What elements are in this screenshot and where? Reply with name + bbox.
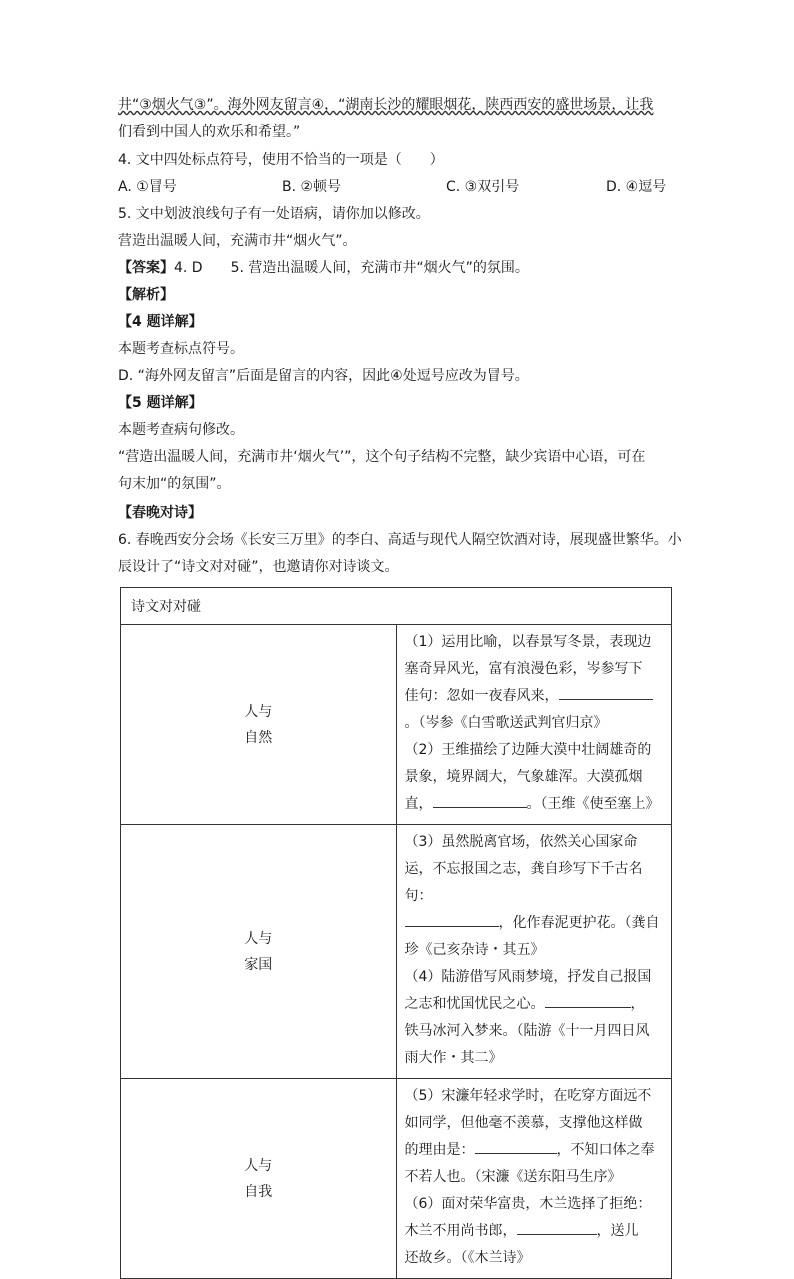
question-6-line: 6. 春晚西安分会场《长安三万里》的李白、高适与现代人隔空饮酒对诗，展现盛世繁华。小 xyxy=(118,532,682,548)
content-cell xyxy=(396,625,672,825)
content-line: 还故乡。（《木兰诗》 xyxy=(404,1250,531,1266)
analysis-label: 【解析】 xyxy=(118,287,174,303)
content-cell xyxy=(396,1079,672,1279)
content-line: （1）运用比喻，以春景写冬景，表现边塞奇异风光，富有浪漫色彩，岑参写下 xyxy=(404,634,652,677)
q4-option-c: C. ③双引号 xyxy=(446,179,520,195)
content-line: （5）宋濂年轻求学时，在吃穿方面远不如同学，但他毫不羡慕，支撑他这样做 xyxy=(404,1088,652,1131)
question-6-line: 辰设计了“诗文对对碰”，也邀请你对诗谈文。 xyxy=(118,559,399,575)
q4-option-d: D. ④逗号 xyxy=(606,179,667,195)
passage-continued: 井“③烟火气③”。海外网友留言④，“湖南长沙的耀眼烟花，陕西西安的盛世场景，让我 xyxy=(118,97,654,113)
section-title: 【春晚对诗】 xyxy=(118,505,202,521)
content-line: （4）陆游借写风雨梦境，抒发自己报国之志和忧国忧民之心。 ， xyxy=(404,969,652,1012)
text-line: 们看到中国人的欢乐和希望。” xyxy=(118,124,301,140)
table-header-row xyxy=(121,588,672,625)
q4-option-a: A. ①冒号 xyxy=(118,179,177,195)
content-line: （6）面对荣华富贵，木兰选择了拒绝：木兰不用尚书郎， ，送儿 xyxy=(404,1196,652,1239)
table-row xyxy=(121,825,672,1079)
content-line: ，化作春泥更护花。（龚自珍《己亥杂诗・其五》 xyxy=(405,910,664,964)
content-line: （3）虽然脱离官场，依然关心国家命运，不忘报国之志，龚自珍写下千古名句： xyxy=(404,834,643,904)
content-line: （2）王维描绘了边陲大漠中壮阔雄奇的景象，境界阔大，气象雄浑。大漠孤烟 xyxy=(404,742,652,785)
text-line xyxy=(118,95,653,115)
category-cell xyxy=(121,625,397,825)
category-label: 自我 xyxy=(244,1183,273,1200)
category-label: 人与 xyxy=(244,1157,273,1174)
poem-table xyxy=(120,587,672,1279)
content-line: 佳句：忽如一夜春风来，。（岑参《白雪歌送武判官归京》 xyxy=(405,683,664,737)
q5-detail-line: “营造出温暖人间，充满市井‘烟火气’”，这个句子结构不完整，缺少宾语中心语，可在 xyxy=(118,449,646,465)
answer-label: 【答案】 xyxy=(118,260,174,276)
answer-blank[interactable] xyxy=(405,912,499,927)
q5-detail-line: 本题考查病句修改。 xyxy=(118,422,244,438)
category-cell xyxy=(121,1079,397,1279)
content-cell xyxy=(396,825,672,1079)
answer-blank[interactable] xyxy=(545,993,631,1008)
answer-blank[interactable] xyxy=(475,1139,557,1154)
table-row xyxy=(121,1079,672,1279)
category-label: 自然 xyxy=(244,729,273,746)
content-line: 的理由是： ，不知口体之奉不若人也。（宋濂《送东阳马生序》 xyxy=(405,1137,664,1191)
q4-option-b: B. ②顿号 xyxy=(282,179,342,195)
category-cell xyxy=(121,825,397,1079)
q5-detail-title: 【5 题详解】 xyxy=(118,395,203,411)
content-line: 直， 。（王维《使至塞上》 xyxy=(405,791,664,818)
category-label: 人与 xyxy=(244,703,273,720)
table-row xyxy=(121,625,672,825)
answer-blank[interactable] xyxy=(433,793,527,808)
q4-detail-line: D. “海外网友留言”后面是留言的内容，因此④处逗号应改为冒号。 xyxy=(118,368,529,384)
answer-line xyxy=(118,258,529,278)
category-label: 家国 xyxy=(244,956,273,973)
q5-detail-line: 句末加“的氛围”。 xyxy=(118,476,231,492)
category-label: 人与 xyxy=(244,930,273,947)
content-line: 铁马冰河入梦来。（陆游《十一月四日风雨大作・其二》 xyxy=(404,1023,650,1066)
table-header: 诗文对对碰 xyxy=(121,588,672,625)
question-5-sentence: 营造出温暖人间，充满市井“烟火气”。 xyxy=(118,233,357,249)
question-4-stem: 4. 文中四处标点符号，使用不恰当的一项是（ ） xyxy=(118,152,444,168)
answer-blank[interactable] xyxy=(517,1220,597,1235)
question-5-stem: 5. 文中划波浪线句子有一处语病，请你加以修改。 xyxy=(118,206,430,222)
answer-blank[interactable] xyxy=(559,685,653,700)
q4-detail-title: 【4 题详解】 xyxy=(118,314,203,330)
answer-text: 4. D 5. 营造出温暖人间，充满市井“烟火气”的氛围。 xyxy=(174,260,529,276)
q4-detail-line: 本题考查标点符号。 xyxy=(118,341,244,357)
